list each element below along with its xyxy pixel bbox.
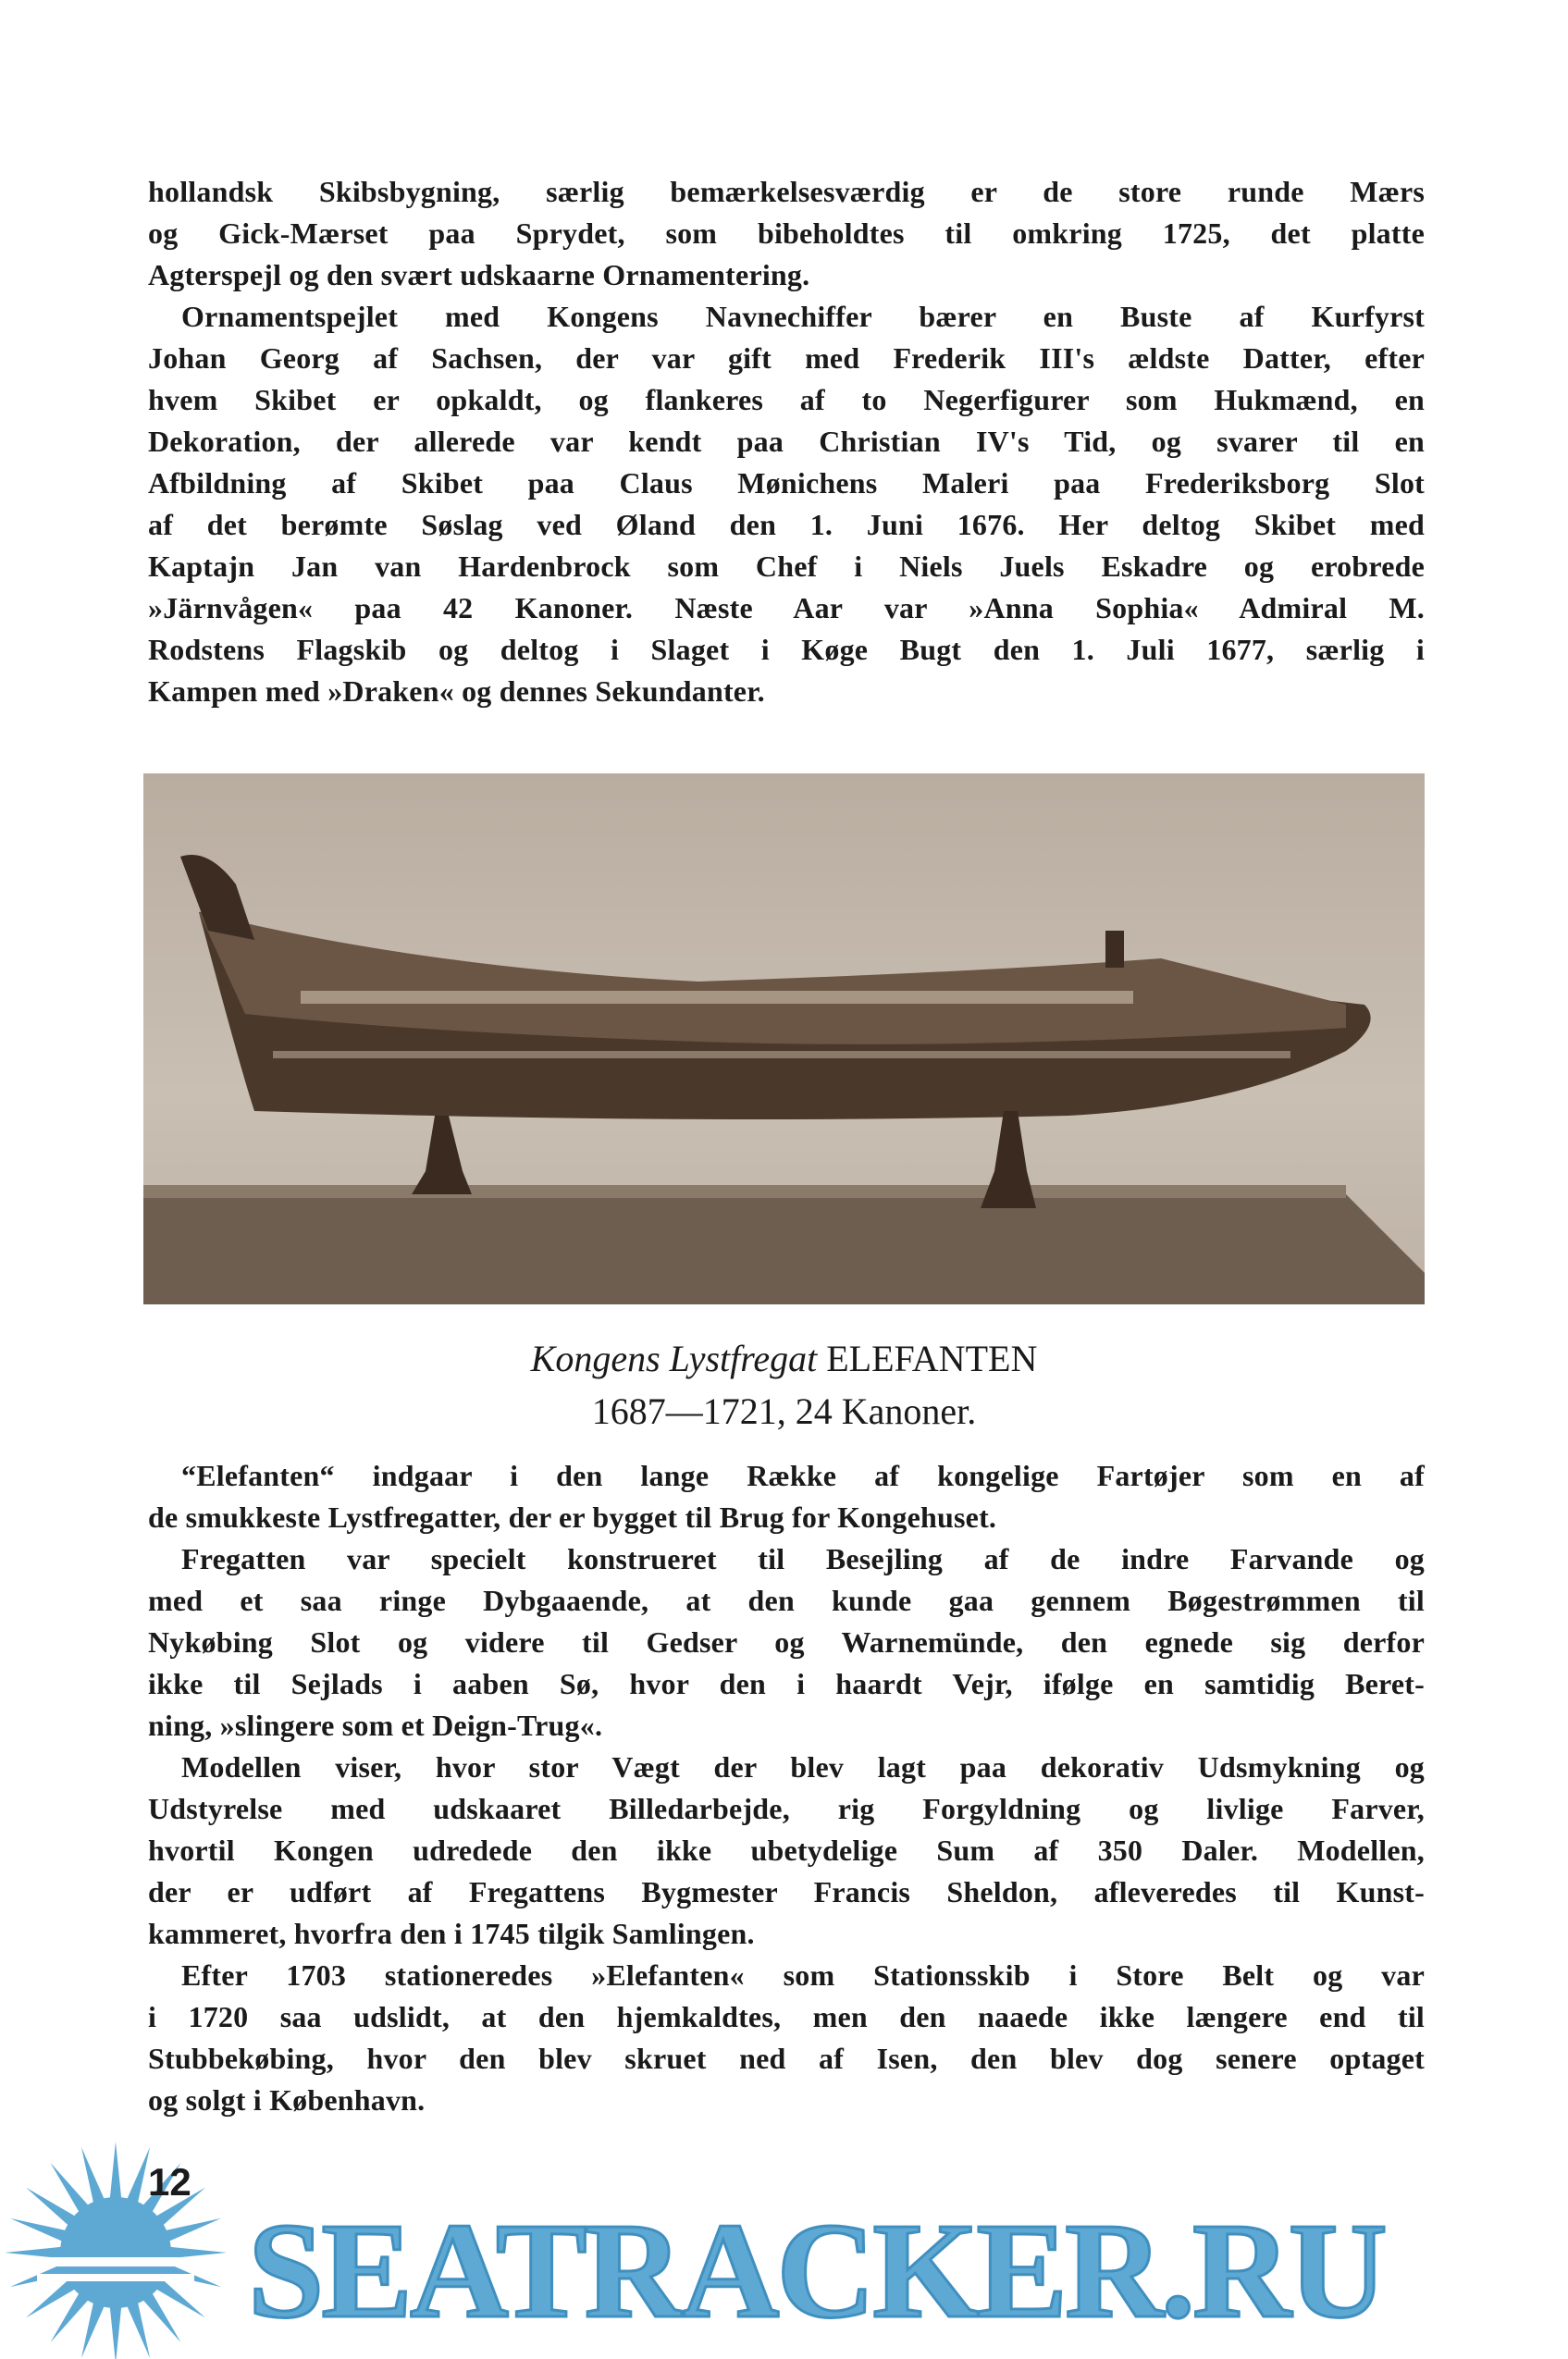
text-line: Stubbekøbing, hvor den blev skruet ned af Isen, den blev dog senere optaget (148, 2042, 1425, 2075)
text-line: Modellen viser, hvor stor Vægt der blev lagt paa dekorativ Udsmykning og (181, 1750, 1425, 1784)
text-line: Ornamentspejlet med Kongens Navnechiffer bærer en Buste af Kurfyrst (181, 300, 1425, 333)
text-line: Nykøbing Slot og videre til Gedser og Warnemünde, den egnede sig derfor (148, 1625, 1425, 1659)
sun-ray (5, 2246, 65, 2258)
watermark-sun-icon (0, 2128, 231, 2359)
text-line: der er udført af Fregattens Bygmester Francis Sheldon, afleveredes til Kunst- (148, 1875, 1425, 1908)
text-line: hvortil Kongen udredede den ikke ubetydelige Sum af 350 Daler. Modellen, (148, 1834, 1425, 1867)
text-line: Fregatten var specielt konstrueret til Besejling af de indre Farvande og (181, 1542, 1425, 1575)
sun-ray (81, 2147, 105, 2206)
sun-ray (126, 2299, 150, 2358)
page-number: 12 (148, 2160, 191, 2204)
text-line: »Järnvågen« paa 42 Kanoner. Næste Aar var »Anna Sophia« Admiral M. (148, 591, 1425, 624)
text-line: i 1720 saa udslidt, at den hjemkaldtes, men den naaede ikke længere end til (148, 2000, 1425, 2033)
text-line: “Elefanten“ indgaar i den lange Række af kongelige Fartøjer som en af (181, 1459, 1425, 1492)
text-line: med et saa ringe Dybgaaende, at den kunde gaa gennem Bøgestrømmen til (148, 1584, 1425, 1617)
watermark-text: SEATRACKER.RU (248, 2195, 1385, 2347)
text-line: Afbildning af Skibet paa Claus Mønichens Maleri paa Frederiksborg Slot (148, 466, 1425, 500)
text-line: ning, »slingere som et Deign-Trug«. (148, 1709, 603, 1742)
text-line: hvem Skibet er opkaldt, og flankeres af to Negerfigurer som Hukmænd, en (148, 383, 1425, 416)
body-paragraphs (148, 1455, 1425, 2121)
text-line: Efter 1703 stationeredes »Elefanten« som Stationsskib i Store Belt og var (181, 1958, 1425, 1992)
sun-ray (109, 2142, 121, 2202)
text-line: ikke til Sejlads i aaben Sø, hvor den i haardt Vejr, ifølge en samtidig Beret- (148, 1667, 1425, 1700)
text-line: af det berømte Søslag ved Øland den 1. Juni 1676. Her deltog Skibet med (148, 508, 1425, 541)
text-line: Kaptajn Jan van Hardenbrock som Chef i Niels Juels Eskadre og erobrede (148, 550, 1425, 583)
text-line: Kampen med »Draken« og dennes Sekundanter. (148, 674, 765, 708)
sun-ray (10, 2218, 69, 2242)
text-line: kammeret, hvorfra den i 1745 tilgik Samlingen. (148, 1917, 755, 1950)
display-base (143, 1194, 1425, 1304)
text-line: de smukkeste Lystfregatter, der er bygget til Brug for Kongehuset. (148, 1501, 997, 1534)
figure-caption-title (0, 1337, 1568, 1380)
text-line: og solgt i København. (148, 2083, 426, 2117)
sun-ray (81, 2299, 105, 2358)
text-line: Agterspejl og den svært udskaarne Ornamentering. (148, 258, 810, 291)
caption-ship-name: ELEFANTEN (826, 1338, 1038, 1379)
text-line: og Gick-Mærset paa Sprydet, som bibeholdtes til omkring 1725, det platte (148, 216, 1425, 250)
ship-model-photo (143, 773, 1425, 1304)
text-line: Dekoration, der allerede var kendt paa Christian IV's Tid, og svarer til en (148, 425, 1425, 458)
text-line: Udstyrelse med udskaaret Billedarbejde, rig Forgyldning og livlige Farver, (148, 1792, 1425, 1825)
sun-ray (167, 2246, 227, 2258)
sun-ray (126, 2147, 150, 2206)
sun-ray (109, 2303, 121, 2359)
sun-ray (162, 2218, 221, 2242)
caption-italic: Kongens Lystfregat (530, 1338, 818, 1379)
figure-caption-subtitle: 1687—1721, 24 Kanoner. (591, 1390, 977, 1432)
text-line: Rodstens Flagskib og deltog i Slaget i Køge Bugt den 1. Juli 1677, særlig i (148, 633, 1425, 666)
top-paragraphs (148, 171, 1425, 712)
text-line: hollandsk Skibsbygning, særlig bemærkelsesværdig er de store runde Mærs (148, 175, 1425, 208)
text-line: Johan Georg af Sachsen, der var gift med Frederik III's ældste Datter, efter (148, 341, 1425, 375)
